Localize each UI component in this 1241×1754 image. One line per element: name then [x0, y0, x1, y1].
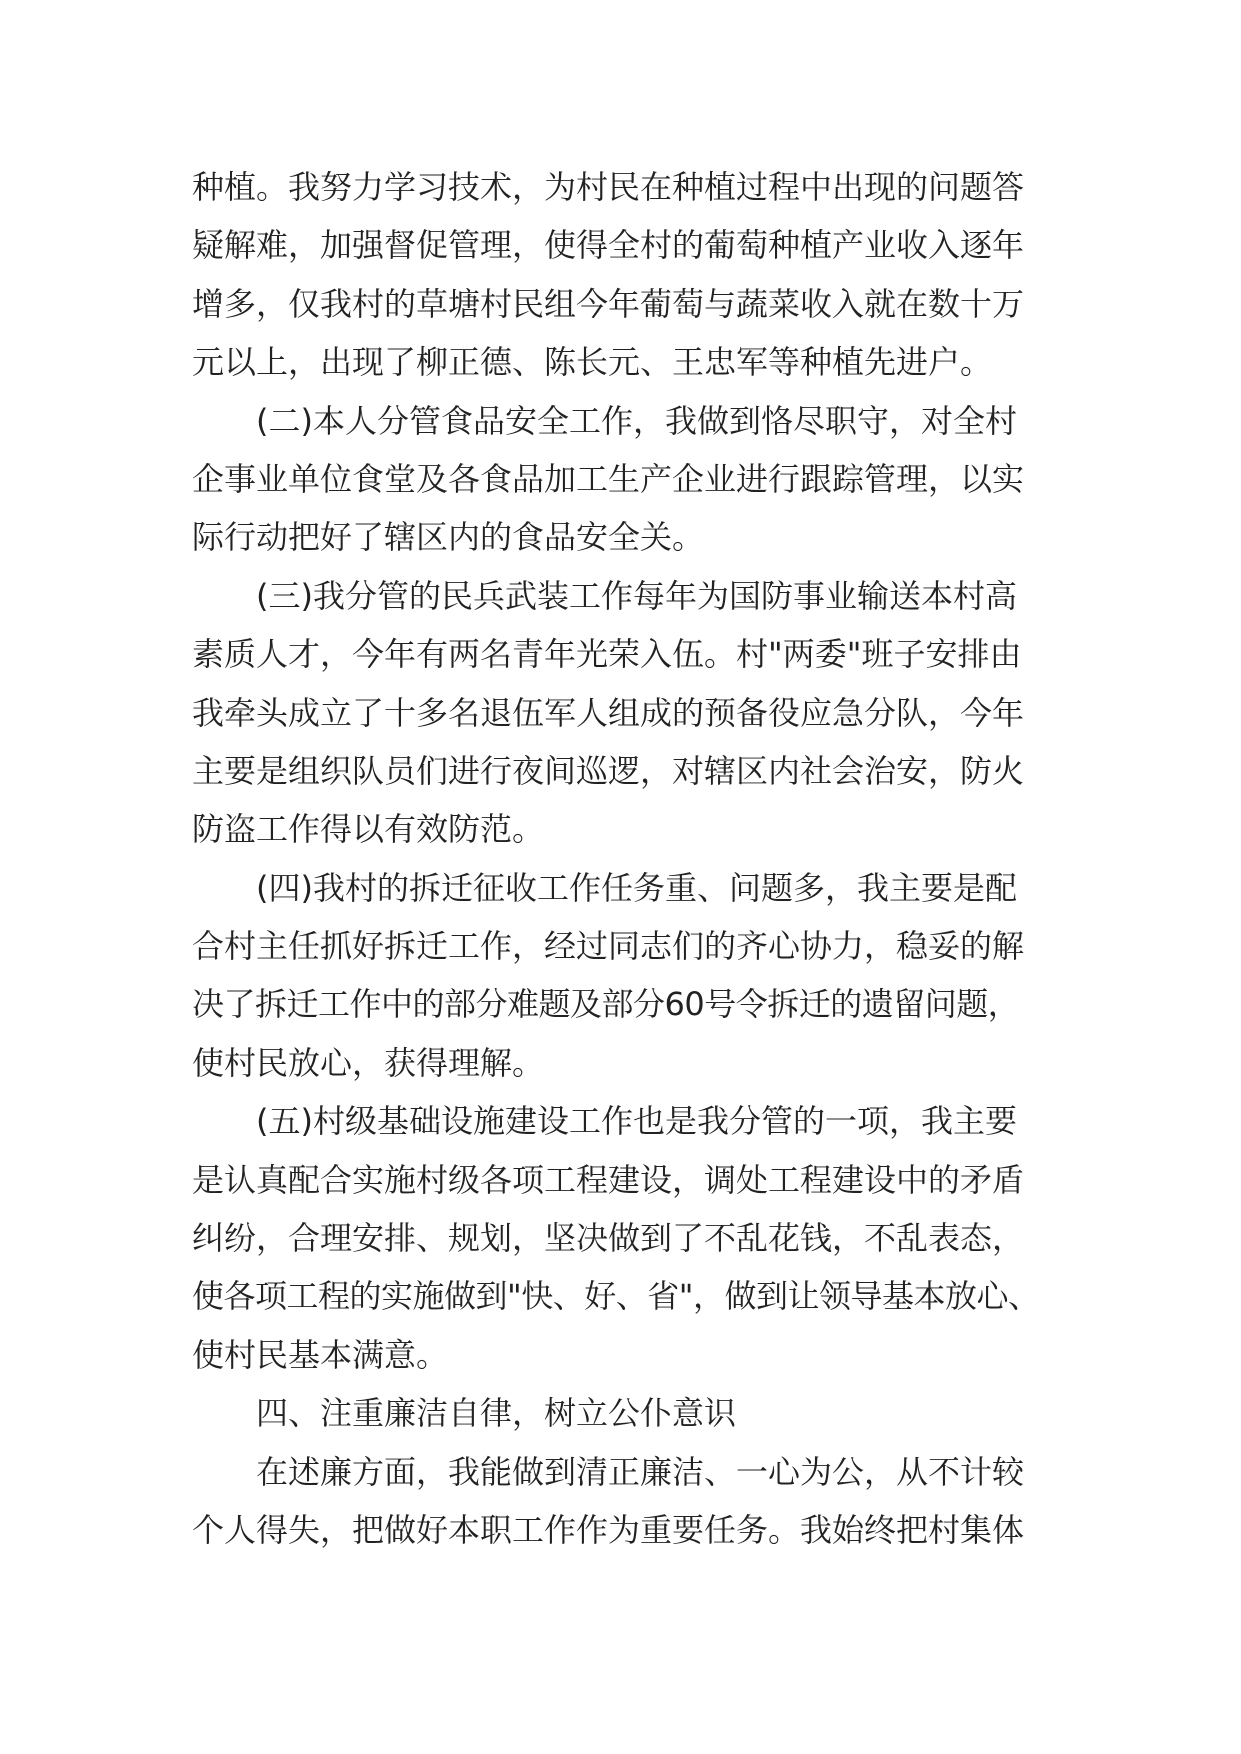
paragraph-start-line: 在述廉方面，我能做到清正廉洁、一心为公，从不计较 [256, 1452, 1025, 1491]
paragraph-start-line: (四)我村的拆迁征收工作任务重、问题多，我主要是配 [256, 868, 1017, 907]
paragraph-start-line: (三)我分管的民兵武装工作每年为国防事业输送本村高 [256, 576, 1017, 615]
text-line: 素质人才，今年有两名青年光荣入伍。村"两委"班子安排由 [192, 635, 1022, 674]
text-line: 企事业单位食堂及各食品加工生产企业进行跟踪管理，以实 [192, 459, 1025, 498]
text-line: 元以上，出现了柳正德、陈长元、王忠军等种植先进户。 [192, 343, 993, 382]
text-line: 纠纷，合理安排、规划，坚决做到了不乱花钱，不乱表态， [192, 1219, 1025, 1258]
text-line: 使村民放心，获得理解。 [192, 1043, 545, 1082]
text-line: 种植。我努力学习技术，为村民在种植过程中出现的问题答 [192, 168, 1025, 206]
text-line: 是认真配合实施村级各项工程建设，调处工程建设中的矛盾 [192, 1160, 1025, 1199]
text-line: 合村主任抓好拆迁工作，经过同志们的齐心协力，稳妥的解 [192, 927, 1025, 966]
paragraph-start-line: (二)本人分管食品安全工作，我做到恪尽职守，对全村 [256, 401, 1017, 440]
text-line: 个人得失，把做好本职工作作为重要任务。我始终把村集体 [192, 1510, 1025, 1549]
text-line: 决了拆迁工作中的部分难题及部分60号令拆迁的遗留问题， [192, 985, 1020, 1024]
text-line: 增多，仅我村的草塘村民组今年葡萄与蔬菜收入就在数十万 [192, 284, 1025, 323]
text-line: 疑解难，加强督促管理，使得全村的葡萄种植产业收入逐年 [192, 226, 1025, 265]
text-line: 使村民基本满意。 [192, 1335, 449, 1374]
text-line: 防盗工作得以有效防范。 [192, 810, 545, 849]
paragraph-start-line: (五)村级基础设施建设工作也是我分管的一项，我主要 [256, 1102, 1017, 1141]
body-text [192, 158, 1072, 1559]
text-line: 际行动把好了辖区内的食品安全关。 [192, 518, 705, 557]
text-line: 使各项工程的实施做到"快、好、省"，做到让领导基本放心、 [192, 1277, 1040, 1316]
text-line: 主要是组织队员们进行夜间巡逻，对辖区内社会治安，防火 [192, 751, 1025, 790]
text-line: 我牵头成立了十多名退伍军人组成的预备役应急分队，今年 [192, 693, 1025, 732]
section-heading: 四、注重廉洁自律，树立公仆意识 [256, 1394, 737, 1433]
